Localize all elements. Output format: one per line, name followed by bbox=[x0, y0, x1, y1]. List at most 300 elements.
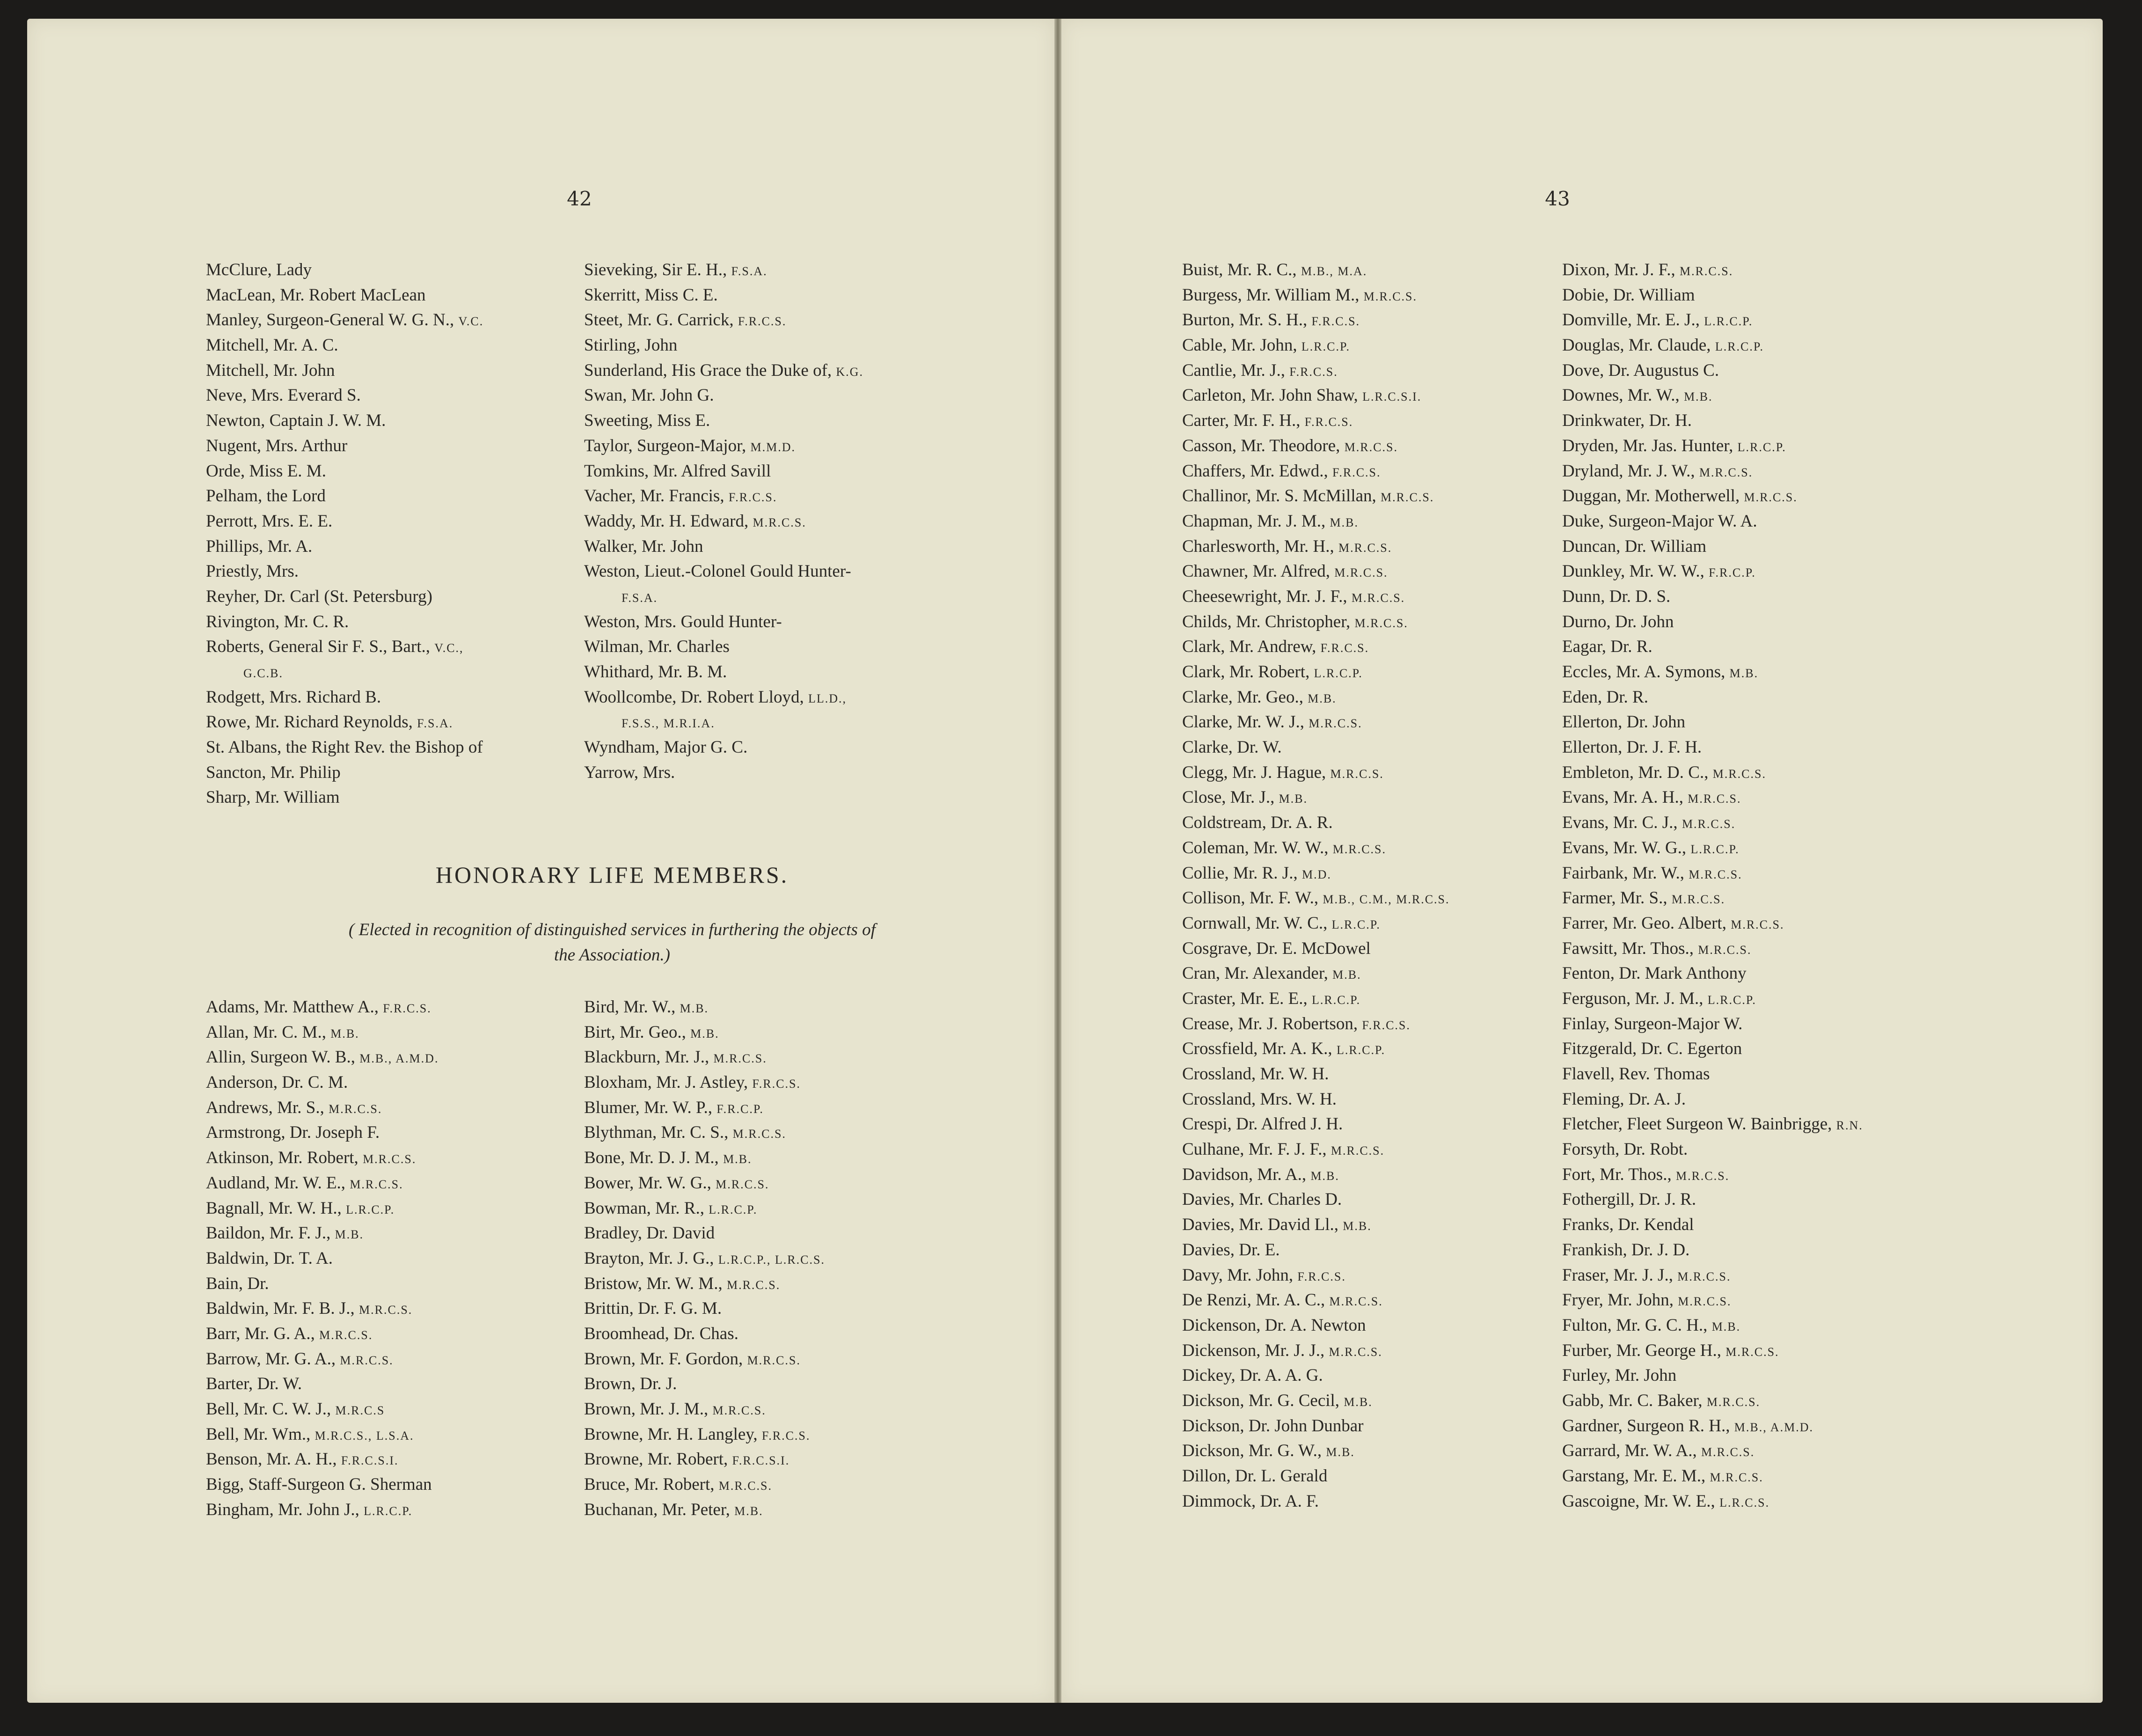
member-name: Anderson, Dr. C. M. bbox=[206, 1073, 348, 1092]
member-entry bbox=[1182, 710, 1566, 735]
member-entry bbox=[584, 710, 1005, 735]
member-entry bbox=[1562, 559, 1983, 584]
member-qualification: F.R.C.S. bbox=[738, 315, 787, 329]
member-entry bbox=[1182, 1489, 1566, 1514]
member-entry bbox=[584, 1145, 1005, 1171]
page-number: 42 bbox=[567, 187, 592, 210]
member-qualification: L.R.C.P. bbox=[1331, 917, 1381, 931]
member-name: Woollcombe, Dr. Robert Lloyd, bbox=[584, 687, 804, 707]
member-qualification: M.R.C.S. bbox=[1731, 917, 1784, 931]
member-entry bbox=[1562, 986, 1983, 1011]
member-name: Culhane, Mr. F. J. F., bbox=[1182, 1140, 1327, 1159]
member-name: Walker, Mr. John bbox=[584, 536, 703, 556]
member-name: Domville, Mr. E. J., bbox=[1562, 310, 1700, 330]
member-entry bbox=[1562, 710, 1983, 735]
member-name: Cosgrave, Dr. E. McDowel bbox=[1182, 938, 1371, 958]
member-entry bbox=[1182, 685, 1566, 710]
member-name: Embleton, Mr. D. C., bbox=[1562, 762, 1709, 782]
member-entry bbox=[584, 1371, 1005, 1397]
member-entry bbox=[1562, 1288, 1983, 1313]
member-qualification: M.R.C.S. bbox=[726, 1278, 781, 1292]
member-name: Fort, Mr. Thos., bbox=[1562, 1165, 1672, 1184]
member-name: Pelham, the Lord bbox=[206, 486, 326, 506]
member-name: Bain, Dr. bbox=[206, 1274, 269, 1293]
member-entry bbox=[1182, 333, 1566, 358]
member-qualification: M.R.C.S. bbox=[1744, 491, 1798, 505]
member-name: Adams, Mr. Matthew A., bbox=[206, 997, 379, 1017]
member-qualification: M.R.C.S. bbox=[712, 1404, 766, 1417]
member-name: Rowe, Mr. Richard Reynolds, bbox=[206, 712, 413, 732]
member-name: Eden, Dr. R. bbox=[1562, 687, 1648, 707]
member-column-3 bbox=[206, 995, 608, 1522]
member-qualification: F.S.A. bbox=[621, 591, 658, 605]
member-qualification: M.R.C.S. bbox=[1330, 767, 1384, 781]
member-entry bbox=[1182, 1062, 1566, 1087]
member-name: Dunn, Dr. D. S. bbox=[1562, 586, 1671, 606]
member-qualification: L.R.C.P. bbox=[1707, 993, 1756, 1007]
member-entry bbox=[206, 659, 608, 685]
member-name: Sharp, Mr. William bbox=[206, 788, 340, 807]
member-qualification: M.B. bbox=[1326, 1445, 1355, 1459]
member-name: Fletcher, Fleet Surgeon W. Bainbrigge, bbox=[1562, 1114, 1832, 1134]
member-name: Wilman, Mr. Charles bbox=[584, 637, 730, 657]
member-name: Browne, Mr. H. Langley, bbox=[584, 1424, 758, 1444]
member-name: Challinor, Mr. S. McMillan, bbox=[1182, 486, 1376, 506]
member-name: Mitchell, Mr. A. C. bbox=[206, 336, 338, 355]
member-entry bbox=[1562, 358, 1983, 383]
member-entry bbox=[206, 358, 608, 383]
member-name: Carter, Mr. F. H., bbox=[1182, 411, 1301, 431]
member-name: Chaffers, Mr. Edwd., bbox=[1182, 461, 1328, 481]
member-entry bbox=[584, 559, 1005, 584]
member-entry bbox=[1182, 1137, 1566, 1162]
member-qualification: F.R.C.S. bbox=[752, 1077, 801, 1091]
member-entry bbox=[206, 383, 608, 408]
member-qualification: M.B. bbox=[690, 1026, 719, 1040]
member-qualification: L.R.C.P., L.R.C.S. bbox=[718, 1253, 825, 1267]
member-qualification: M.R.C.S. bbox=[1710, 1471, 1763, 1484]
member-entry bbox=[1562, 308, 1983, 333]
member-name: Orde, Miss E. M. bbox=[206, 461, 326, 481]
member-entry bbox=[1182, 1087, 1566, 1112]
member-entry bbox=[1182, 534, 1566, 559]
member-entry bbox=[1182, 810, 1566, 835]
member-name: Wyndham, Major G. C. bbox=[584, 738, 748, 757]
member-entry bbox=[1182, 1338, 1566, 1363]
member-qualification: M.D. bbox=[1301, 867, 1331, 881]
member-name: Fraser, Mr. J. J., bbox=[1562, 1265, 1673, 1285]
member-qualification: L.R.C.S. bbox=[1719, 1495, 1770, 1509]
member-entry bbox=[1182, 961, 1566, 986]
member-entry bbox=[1182, 433, 1566, 459]
member-name: Sunderland, His Grace the Duke of, bbox=[584, 360, 832, 380]
member-name: Fryer, Mr. John, bbox=[1562, 1290, 1674, 1310]
member-entry bbox=[1182, 1313, 1566, 1338]
member-entry bbox=[206, 1070, 608, 1095]
member-name: Cantlie, Mr. J., bbox=[1182, 360, 1285, 380]
member-name: Eagar, Dr. R. bbox=[1562, 637, 1652, 657]
member-entry bbox=[1182, 1238, 1566, 1263]
member-name: Chapman, Mr. J. M., bbox=[1182, 511, 1326, 531]
member-name: Carleton, Mr. John Shaw, bbox=[1182, 386, 1358, 405]
member-name: Tomkins, Mr. Alfred Savill bbox=[584, 461, 771, 481]
member-name: Davies, Mr. Charles D. bbox=[1182, 1190, 1342, 1209]
member-name: Armstrong, Dr. Joseph F. bbox=[206, 1123, 380, 1143]
member-name: Dickson, Dr. John Dunbar bbox=[1182, 1416, 1364, 1436]
member-entry bbox=[206, 1497, 608, 1523]
member-qualification: L.R.C.P. bbox=[1314, 667, 1363, 680]
member-name: Vacher, Mr. Francis, bbox=[584, 486, 724, 506]
member-entry bbox=[1562, 735, 1983, 760]
member-name: Audland, Mr. W. E., bbox=[206, 1173, 346, 1193]
subheading-line-1: ( Elected in recognition of distinguished services in furthering the objects of bbox=[349, 920, 876, 939]
member-qualification: M.R.C.S. bbox=[1354, 616, 1408, 630]
member-entry bbox=[1562, 1162, 1983, 1187]
member-entry bbox=[1562, 1062, 1983, 1087]
member-qualification: F.R.C.S. bbox=[383, 1002, 431, 1015]
member-name: Eccles, Mr. A. Symons, bbox=[1562, 662, 1725, 681]
member-entry bbox=[584, 1321, 1005, 1347]
member-name: Gascoigne, Mr. W. E., bbox=[1562, 1491, 1715, 1511]
member-name: Rodgett, Mrs. Richard B. bbox=[206, 687, 381, 707]
member-name: Blumer, Mr. W. P., bbox=[584, 1098, 713, 1117]
member-name: Ferguson, Mr. J. M., bbox=[1562, 989, 1703, 1008]
member-qualification: F.R.C.S. bbox=[1320, 641, 1369, 655]
member-qualification: M.R.C.S. bbox=[340, 1353, 394, 1367]
member-entry bbox=[584, 308, 1005, 333]
member-name: Browne, Mr. Robert, bbox=[584, 1450, 728, 1469]
member-entry bbox=[1182, 483, 1566, 509]
member-entry bbox=[1182, 911, 1566, 936]
member-entry bbox=[206, 283, 608, 308]
member-entry bbox=[206, 995, 608, 1020]
member-qualification: M.R.C.S. bbox=[1677, 1269, 1731, 1283]
member-qualification: V.C., bbox=[434, 641, 464, 655]
member-entry bbox=[206, 1095, 608, 1121]
member-entry bbox=[584, 1070, 1005, 1095]
member-entry bbox=[1562, 333, 1983, 358]
member-qualification: F.R.C.S. bbox=[1362, 1018, 1411, 1032]
member-entry bbox=[584, 383, 1005, 408]
member-name: Barrow, Mr. G. A., bbox=[206, 1349, 336, 1369]
member-name: Fairbank, Mr. W., bbox=[1562, 863, 1685, 883]
member-name: Stirling, John bbox=[584, 336, 678, 355]
member-qualification: M.B., C.M., M.R.C.S. bbox=[1323, 893, 1450, 907]
member-entry bbox=[584, 1497, 1005, 1523]
member-name: Atkinson, Mr. Robert, bbox=[206, 1148, 358, 1168]
member-name: Clark, Mr. Robert, bbox=[1182, 662, 1310, 681]
member-name: Brown, Mr. J. M., bbox=[584, 1399, 709, 1419]
member-name: Finlay, Surgeon-Major W. bbox=[1562, 1014, 1743, 1033]
member-column-2 bbox=[584, 257, 1005, 785]
member-name: Gardner, Surgeon R. H., bbox=[1562, 1416, 1730, 1436]
member-entry bbox=[1562, 283, 1983, 308]
member-entry bbox=[584, 1120, 1005, 1145]
member-entry bbox=[206, 1145, 608, 1171]
member-entry bbox=[1182, 886, 1566, 911]
member-qualification: M.R.C.S. bbox=[329, 1102, 382, 1116]
member-entry bbox=[1182, 936, 1566, 961]
member-name: Roberts, General Sir F. S., Bart., bbox=[206, 637, 431, 657]
member-qualification: M.R.C.S. bbox=[1679, 264, 1733, 278]
member-name: Burton, Mr. S. H., bbox=[1182, 310, 1308, 330]
member-entry bbox=[584, 433, 1005, 459]
member-name: Manley, Surgeon-General W. G. N., bbox=[206, 310, 454, 330]
member-qualification: F.S.A. bbox=[731, 264, 768, 278]
member-name: Mitchell, Mr. John bbox=[206, 360, 335, 380]
member-name: Newton, Captain J. W. M. bbox=[206, 411, 386, 431]
member-name: Dunkley, Mr. W. W., bbox=[1562, 562, 1704, 581]
member-name: Cran, Mr. Alexander, bbox=[1182, 964, 1328, 983]
member-entry bbox=[1182, 659, 1566, 685]
member-name: Blythman, Mr. C. S., bbox=[584, 1123, 729, 1143]
member-name: Blackburn, Mr. J., bbox=[584, 1047, 709, 1067]
member-qualification: L.R.C.P. bbox=[709, 1202, 758, 1216]
member-qualification: M.B. bbox=[330, 1026, 359, 1040]
member-entry bbox=[1562, 534, 1983, 559]
member-name: Coleman, Mr. W. W., bbox=[1182, 838, 1329, 857]
member-entry bbox=[1562, 861, 1983, 886]
member-name: Furley, Mr. John bbox=[1562, 1366, 1677, 1385]
member-name: Bruce, Mr. Robert, bbox=[584, 1475, 715, 1494]
member-qualification: V.C. bbox=[458, 315, 484, 329]
member-entry bbox=[584, 1095, 1005, 1121]
member-entry bbox=[1562, 609, 1983, 635]
member-name: Davies, Mr. David Ll., bbox=[1182, 1215, 1338, 1235]
member-entry bbox=[1562, 584, 1983, 609]
member-entry bbox=[206, 609, 608, 635]
member-name: Clegg, Mr. J. Hague, bbox=[1182, 762, 1326, 782]
member-entry bbox=[206, 1020, 608, 1045]
member-qualification: L.R.C.P. bbox=[1690, 842, 1740, 856]
right-page bbox=[1061, 19, 2103, 1703]
member-entry bbox=[1562, 835, 1983, 861]
member-qualification: M.R.C.S. bbox=[1309, 717, 1362, 731]
member-qualification: M.B. bbox=[1310, 1169, 1339, 1183]
member-qualification: F.S.S., M.R.I.A. bbox=[621, 717, 715, 731]
member-entry bbox=[206, 1472, 608, 1497]
member-entry bbox=[584, 1422, 1005, 1447]
member-entry bbox=[1182, 785, 1566, 810]
member-name: Bloxham, Mr. J. Astley, bbox=[584, 1073, 748, 1092]
member-entry bbox=[584, 659, 1005, 685]
member-entry bbox=[1562, 1137, 1983, 1162]
member-qualification: M.B. bbox=[1344, 1395, 1373, 1409]
member-entry bbox=[1182, 1363, 1566, 1388]
member-entry bbox=[1182, 760, 1566, 785]
member-entry bbox=[584, 1196, 1005, 1221]
member-name: Coldstream, Dr. A. R. bbox=[1182, 813, 1333, 833]
member-entry bbox=[1182, 257, 1566, 283]
member-qualification: M.R.C.S., L.S.A. bbox=[314, 1428, 414, 1443]
member-qualification: M.B., A.M.D. bbox=[1734, 1420, 1813, 1434]
member-qualification: M.B. bbox=[1332, 968, 1361, 982]
member-name: Brittin, Dr. F. G. M. bbox=[584, 1299, 722, 1318]
member-name: Duke, Surgeon-Major W. A. bbox=[1562, 511, 1757, 531]
member-name: Weston, Lieut.-Colonel Gould Hunter- bbox=[584, 562, 851, 581]
member-entry bbox=[206, 1422, 608, 1447]
member-name: Bird, Mr. W., bbox=[584, 997, 676, 1017]
member-name: Davies, Dr. E. bbox=[1182, 1240, 1280, 1260]
member-name: Drinkwater, Dr. H. bbox=[1562, 411, 1692, 431]
member-name: Downes, Mr. W., bbox=[1562, 386, 1680, 405]
page-number: 43 bbox=[1545, 187, 1570, 210]
member-entry bbox=[206, 1447, 608, 1472]
member-entry bbox=[1182, 735, 1566, 760]
member-qualification: F.R.C.S.I. bbox=[341, 1454, 399, 1468]
member-column-6 bbox=[1562, 257, 1983, 1514]
member-name: Dixon, Mr. J. F., bbox=[1562, 260, 1675, 279]
member-name: Fawsitt, Mr. Thos., bbox=[1562, 938, 1694, 958]
member-name: Baldwin, Mr. F. B. J., bbox=[206, 1299, 355, 1318]
member-qualification: F.R.C.S. bbox=[761, 1428, 811, 1443]
member-qualification: R.N. bbox=[1836, 1119, 1863, 1133]
member-name: Barter, Dr. W. bbox=[206, 1374, 302, 1394]
member-name: Evans, Mr. W. G., bbox=[1562, 838, 1687, 857]
member-name: Phillips, Mr. A. bbox=[206, 536, 313, 556]
member-name: Evans, Mr. C. J., bbox=[1562, 813, 1678, 833]
member-entry bbox=[1182, 383, 1566, 408]
member-qualification: M.R.C.S. bbox=[1712, 767, 1766, 781]
member-qualification: L.R.C.P. bbox=[1737, 440, 1786, 454]
member-qualification: M.B. bbox=[1308, 691, 1337, 705]
member-entry bbox=[1182, 1464, 1566, 1489]
member-entry bbox=[1182, 1263, 1566, 1288]
member-entry bbox=[1562, 760, 1983, 785]
member-name: Sancton, Mr. Philip bbox=[206, 762, 341, 782]
member-name: Weston, Mrs. Gould Hunter- bbox=[584, 612, 782, 631]
member-name: Bigg, Staff-Surgeon G. Sherman bbox=[206, 1475, 432, 1494]
member-name: Baildon, Mr. F. J., bbox=[206, 1223, 331, 1243]
member-entry bbox=[584, 1171, 1005, 1196]
member-entry bbox=[584, 1296, 1005, 1321]
member-name: Craster, Mr. E. E., bbox=[1182, 989, 1308, 1008]
member-entry bbox=[206, 1271, 608, 1297]
member-entry bbox=[584, 685, 1005, 710]
member-entry bbox=[206, 785, 608, 810]
member-entry bbox=[1562, 433, 1983, 459]
member-entry bbox=[1562, 408, 1983, 433]
member-qualification: L.R.C.P. bbox=[1301, 340, 1351, 354]
member-entry bbox=[206, 408, 608, 433]
member-entry bbox=[1562, 1238, 1983, 1263]
member-qualification: M.R.C.S. bbox=[1675, 1169, 1730, 1183]
member-qualification: M.R.C.S. bbox=[1344, 440, 1398, 454]
member-name: Crease, Mr. J. Robertson, bbox=[1182, 1014, 1358, 1033]
member-name: Bristow, Mr. W. M., bbox=[584, 1274, 723, 1293]
member-name: Charlesworth, Mr. H., bbox=[1182, 536, 1334, 556]
member-entry bbox=[1562, 685, 1983, 710]
member-entry bbox=[1562, 383, 1983, 408]
member-qualification: M.R.C.S. bbox=[1338, 541, 1392, 555]
member-entry bbox=[1562, 483, 1983, 509]
member-name: Dickey, Dr. A. A. G. bbox=[1182, 1366, 1323, 1385]
member-qualification: M.R.C.S. bbox=[319, 1328, 373, 1342]
member-qualification: F.R.C.S. bbox=[1304, 415, 1353, 429]
member-entry bbox=[1182, 283, 1566, 308]
member-qualification: F.R.C.S. bbox=[1311, 315, 1360, 329]
member-entry bbox=[1562, 659, 1983, 685]
member-entry bbox=[1562, 1414, 1983, 1439]
member-qualification: M.R.C.S. bbox=[1329, 1345, 1382, 1359]
member-entry bbox=[1562, 257, 1983, 283]
member-entry bbox=[1182, 459, 1566, 484]
member-name: Dryland, Mr. J. W., bbox=[1562, 461, 1695, 481]
member-entry bbox=[1562, 634, 1983, 659]
member-qualification: M.B. bbox=[723, 1152, 752, 1166]
member-qualification: L.R.C.P. bbox=[1704, 315, 1753, 329]
member-entry bbox=[206, 1171, 608, 1196]
member-entry bbox=[206, 710, 608, 735]
member-name: Dickson, Mr. G. W., bbox=[1182, 1441, 1322, 1461]
member-name: MacLean, Mr. Robert MacLean bbox=[206, 285, 426, 305]
member-name: Ellerton, Dr. John bbox=[1562, 712, 1686, 732]
member-entry bbox=[584, 1221, 1005, 1246]
member-qualification: M.R.C.S. bbox=[1351, 591, 1405, 605]
section-subheading bbox=[238, 917, 987, 968]
member-entry bbox=[1562, 810, 1983, 835]
member-name: Frankish, Dr. J. D. bbox=[1562, 1240, 1690, 1260]
member-qualification: M.B. bbox=[1729, 667, 1759, 680]
member-entry bbox=[584, 735, 1005, 760]
member-name: Ellerton, Dr. J. F. H. bbox=[1562, 738, 1702, 757]
member-entry bbox=[1562, 961, 1983, 986]
member-entry bbox=[206, 257, 608, 283]
member-name: Collie, Mr. R. J., bbox=[1182, 863, 1298, 883]
member-qualification: F.R.C.S. bbox=[728, 491, 777, 505]
member-entry bbox=[1182, 1036, 1566, 1062]
member-qualification: F.R.C.P. bbox=[716, 1102, 764, 1116]
member-entry bbox=[584, 509, 1005, 534]
member-entry bbox=[584, 283, 1005, 308]
member-name: Broomhead, Dr. Chas. bbox=[584, 1324, 738, 1343]
member-qualification: M.B. bbox=[1330, 515, 1359, 529]
member-qualification: M.B. bbox=[1711, 1319, 1741, 1333]
member-name: Clark, Mr. Andrew, bbox=[1182, 637, 1316, 657]
member-qualification: M.R.C.S. bbox=[716, 1177, 769, 1191]
member-name: Furber, Mr. George H., bbox=[1562, 1340, 1722, 1360]
member-name: Collison, Mr. F. W., bbox=[1182, 888, 1319, 908]
member-qualification: M.R.C.S. bbox=[718, 1479, 772, 1493]
member-name: Swan, Mr. John G. bbox=[584, 386, 714, 405]
member-name: Benson, Mr. A. H., bbox=[206, 1450, 337, 1469]
member-name: McClure, Lady bbox=[206, 260, 312, 279]
member-entry bbox=[584, 459, 1005, 484]
member-qualification: F.R.C.P. bbox=[1709, 566, 1756, 580]
member-name: Gabb, Mr. C. Baker, bbox=[1562, 1391, 1703, 1410]
member-name: Duncan, Dr. William bbox=[1562, 536, 1707, 556]
section-heading: HONORARY LIFE MEMBERS. bbox=[435, 862, 789, 888]
member-entry bbox=[206, 735, 608, 760]
member-qualification: M.R.C.S. bbox=[713, 1052, 767, 1066]
member-entry bbox=[206, 483, 608, 509]
member-name: Cable, Mr. John, bbox=[1182, 336, 1297, 355]
member-entry bbox=[1182, 986, 1566, 1011]
member-name: Crossfield, Mr. A. K., bbox=[1182, 1039, 1332, 1059]
member-name: Chawner, Mr. Alfred, bbox=[1182, 562, 1331, 581]
member-name: Perrott, Mrs. E. E. bbox=[206, 511, 333, 531]
member-name: Neve, Mrs. Everard S. bbox=[206, 386, 361, 405]
member-name: Cheesewright, Mr. J. F., bbox=[1182, 586, 1347, 606]
member-name: Durno, Dr. John bbox=[1562, 612, 1674, 631]
member-name: Dimmock, Dr. A. F. bbox=[1182, 1491, 1319, 1511]
member-name: Bagnall, Mr. W. H., bbox=[206, 1198, 342, 1218]
member-name: Taylor, Surgeon-Major, bbox=[584, 436, 746, 455]
member-entry bbox=[1562, 1011, 1983, 1037]
member-qualification: M.R.C.S. bbox=[1725, 1345, 1779, 1359]
member-qualification: M.R.C.S. bbox=[363, 1152, 417, 1166]
member-name: Bone, Mr. D. J. M., bbox=[584, 1148, 719, 1168]
